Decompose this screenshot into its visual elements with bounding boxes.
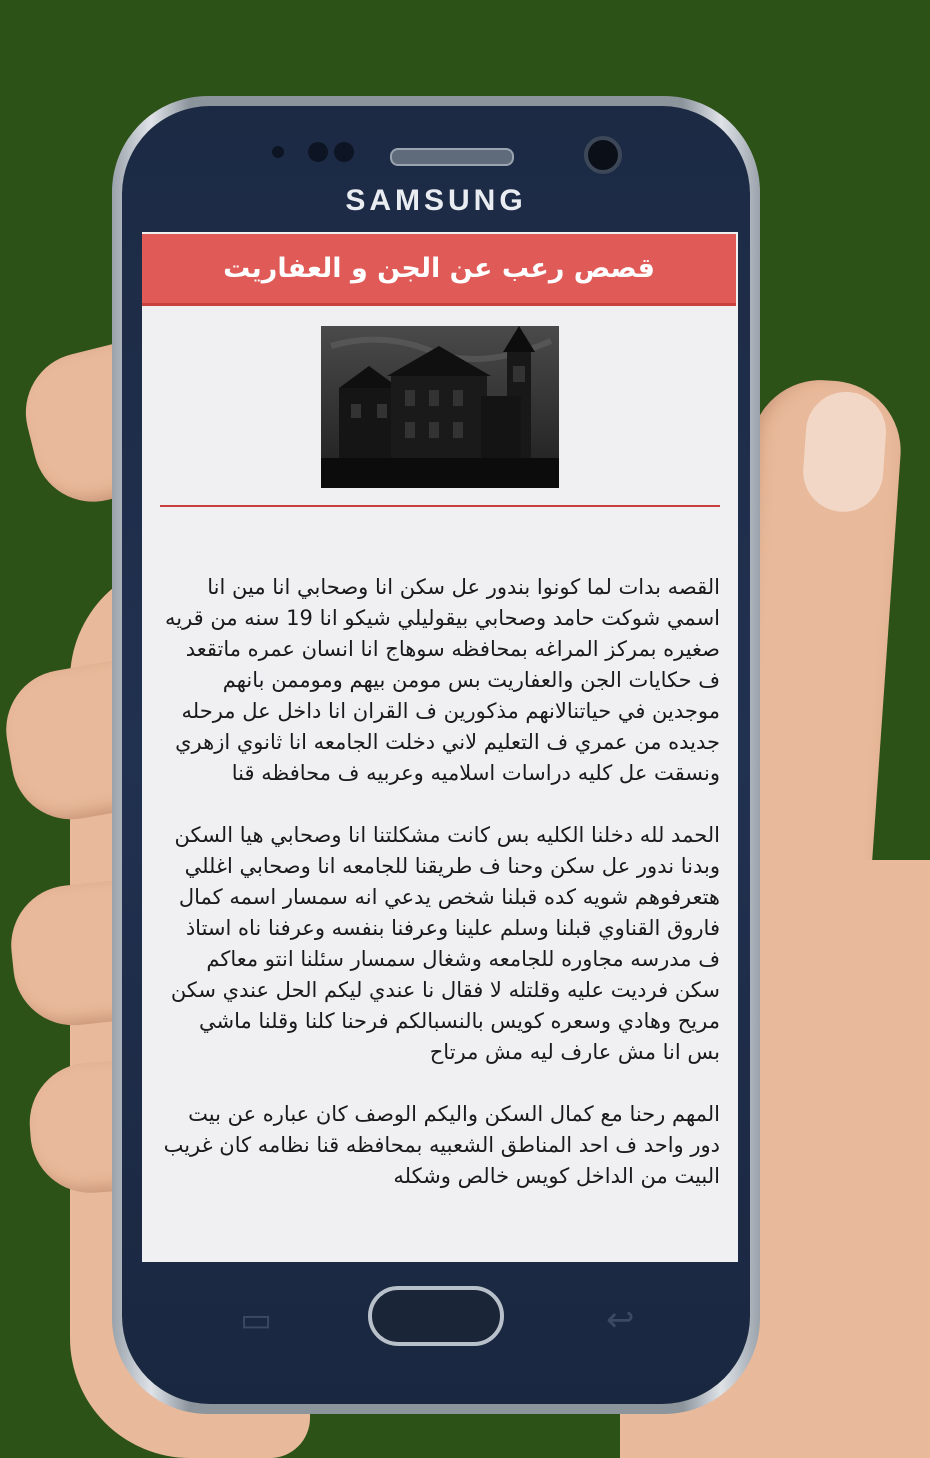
haunted-house-illustration bbox=[321, 326, 559, 488]
back-icon[interactable]: ↩ bbox=[606, 1300, 635, 1340]
story-paragraph: القصه بدات لما كونوا بندور عل سكن انا وصحابي انا مين انا اسمي شوكت حامد وصحابي بيقوليلي شيكو انا 19 سنه من قريه صغيره بمركز المراغه بمحافظه سوهاج انا انسان عمره ماتقعد ف حكايات الجن والعفاريت بس مومن بيهم وموممن بانهم موجدين في حياتنالانهم مذكورين ف القران انا داخل عل مرحله جديده من عمري ف التعليم لاني دخلت الجامعه انا ثانوي ازهري ونسقت عل كليه دراسات اسلاميه وعربيه ف محافظه قنا bbox=[164, 575, 720, 785]
sensor-dot bbox=[308, 142, 328, 162]
section-divider bbox=[160, 505, 720, 507]
app-title: قصص رعب عن الجن و العفاريت bbox=[223, 253, 655, 284]
brand-logo: SAMSUNG bbox=[345, 184, 527, 217]
app-screen bbox=[142, 232, 738, 1262]
sensor-dot bbox=[334, 142, 354, 162]
haunted-house-image bbox=[321, 326, 559, 488]
earpiece-speaker bbox=[390, 148, 514, 166]
proximity-sensor bbox=[272, 146, 284, 158]
story-paragraph: الحمد لله دخلنا الكليه بس كانت مشكلتنا انا وصحابي هيا السكن وبدنا ندور عل سكن وحنا ف طريقنا للجامعه انا وصحابي اغللي هتعرفوهم شويه كده قبلنا شخص يدعي انه سمسار اسمه كمال فاروق القناوي قبلنا وسلم علينا وعرفنا بنفسه وعرفنا ناه استاذ ف مدرسه مجاوره للجامعه وشغال سمسار سئلنا انتو معاكم سكن فرديت عليه وقلتله لا فقال نا عندي ليكم الحل عندي سكن مريح وهادي وسعره كويس بالنسبالكم فرحنا كلنا وقلنا ماشي بس انا مش عارف ليه مش مرتاح bbox=[170, 823, 720, 1064]
home-button[interactable] bbox=[368, 1286, 504, 1346]
front-camera bbox=[584, 136, 622, 174]
recent-apps-icon[interactable]: ▭ bbox=[240, 1300, 273, 1340]
app-title-bar bbox=[142, 234, 736, 306]
story-paragraph: المهم رحنا مع كمال السكن واليكم الوصف كان عباره عن بيت دور واحد ف احد المناطق الشعبيه بمحافظه قنا نظامه كان غريب البيت من الداخل كويس خالص وشكله bbox=[163, 1102, 720, 1188]
story-text bbox=[162, 572, 720, 1223]
